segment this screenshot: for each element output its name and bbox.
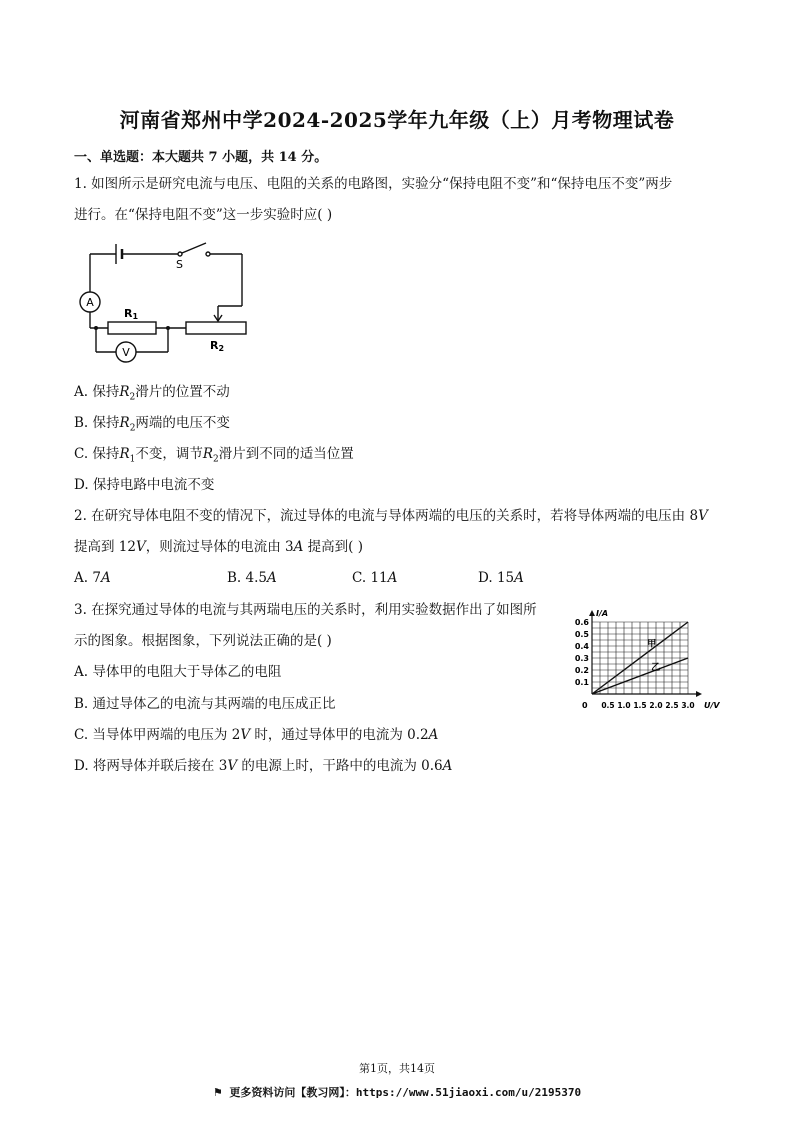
x-axis-label: U/V — [704, 701, 720, 710]
section-heading: 一、单选题：本大题共 7 小题，共 14 分。 — [74, 150, 328, 165]
q1-option-c: C. 保持$R_1$不变，调节$R_2$滑片到不同的适当位置 — [74, 446, 354, 465]
x-tick-label: 2.0 — [649, 701, 663, 710]
r1-label: R — [124, 307, 133, 320]
flag-icon: ⚑ — [212, 1086, 223, 1099]
q2-text-line1: 2. 在研究导体电阻不变的情况下，流过导体的电流与导体两端的电压的关系时，若将导体两端的电压由 8V — [74, 508, 708, 524]
q3-text-line1: 3. 在探究通过导体的电流与其两瑞电压的关系时，利用实验数据作出了如图所 — [74, 602, 537, 618]
q1-option-a: A. 保持$R_2$滑片的位置不动 — [74, 384, 230, 403]
x-tick-label: 2.5 — [665, 701, 679, 710]
q1-text-line1: 1. 如图所示是研究电流与电压、电阻的关系的电路图，实验分“保持电阻不变”和“保持电压不变”两步 — [74, 176, 673, 192]
q2-option-c: C. 11A — [352, 570, 398, 586]
y-tick-label: 0.1 — [574, 678, 589, 687]
rheostat-r2 — [186, 322, 246, 334]
y-axis-arrow — [589, 610, 595, 616]
x-axis-arrow — [696, 691, 702, 697]
switch-blade — [182, 243, 206, 253]
ammeter-label: A — [86, 296, 94, 309]
x-tick-label: 3.0 — [681, 701, 695, 710]
x-tick-label: 1.0 — [617, 701, 631, 710]
q3-option-d: D. 将两导体并联后接在 3V 的电源上时，干路中的电流为 0.6A — [74, 758, 453, 774]
q1-option-b: B. 保持$R_2$两端的电压不变 — [74, 415, 230, 434]
y-tick-label: 0.5 — [574, 630, 589, 639]
origin-label: 0 — [582, 701, 588, 710]
voltmeter-label: V — [122, 346, 130, 359]
q1-text-line2: 进行。在“保持电阻不变”这一步实验时应( ) — [74, 207, 333, 223]
q2-option-b: B. 4.5A — [227, 570, 277, 586]
x-tick-label: 1.5 — [633, 701, 647, 710]
y-axis-label: I/A — [596, 609, 609, 618]
q2-option-d: D. 15A — [478, 570, 524, 586]
series-label-1: 乙 — [651, 662, 661, 673]
y-tick-label: 0.6 — [574, 618, 589, 627]
page-footer: 第1页，共14页 — [359, 1062, 435, 1075]
source-line: ⚑ 更多资料访问【教习网】：https://www.51jiaoxi.com/u/2195370 — [212, 1086, 582, 1099]
resistor-r1 — [108, 322, 156, 334]
svg-text:R2 — [210, 339, 224, 353]
q3-text-line2: 示的图象。根据图象，下列说法正确的是( ) — [74, 633, 332, 649]
switch-pivot — [178, 252, 182, 256]
q1-option-d: D. 保持电路中电流不变 — [74, 477, 215, 493]
q3-option-b: B. 通过导体乙的电流与其两端的电压成正比 — [74, 696, 336, 712]
r1-subscript: 1 — [132, 312, 139, 321]
q2-option-a: A. 7A — [74, 570, 111, 586]
svg-text:R1 — [124, 307, 138, 321]
q1-circuit-diagram — [74, 238, 254, 373]
q3-option-a: A. 导体甲的电阻大于导体乙的电阻 — [74, 664, 282, 680]
y-tick-label: 0.3 — [574, 654, 589, 663]
series-label-0: 甲 — [647, 639, 657, 650]
y-tick-label: 0.2 — [574, 666, 589, 675]
page-title: 河南省郑州中学2024-2025学年九年级（上）月考物理试卷 — [119, 108, 675, 132]
r2-label: R — [210, 339, 219, 352]
q2-text-line2: 提高到 12V，则流过导体的电流由 3A 提高到( ) — [74, 539, 363, 555]
q3-iu-graph — [560, 602, 720, 714]
switch-contact — [206, 252, 210, 256]
x-tick-label: 0.5 — [601, 701, 615, 710]
switch-label: S — [176, 258, 183, 271]
q3-option-c: C. 当导体甲两端的电压为 2V 时，通过导体甲的电流为 0.2A — [74, 727, 439, 743]
y-tick-label: 0.4 — [574, 642, 589, 651]
r2-subscript: 2 — [218, 344, 225, 353]
